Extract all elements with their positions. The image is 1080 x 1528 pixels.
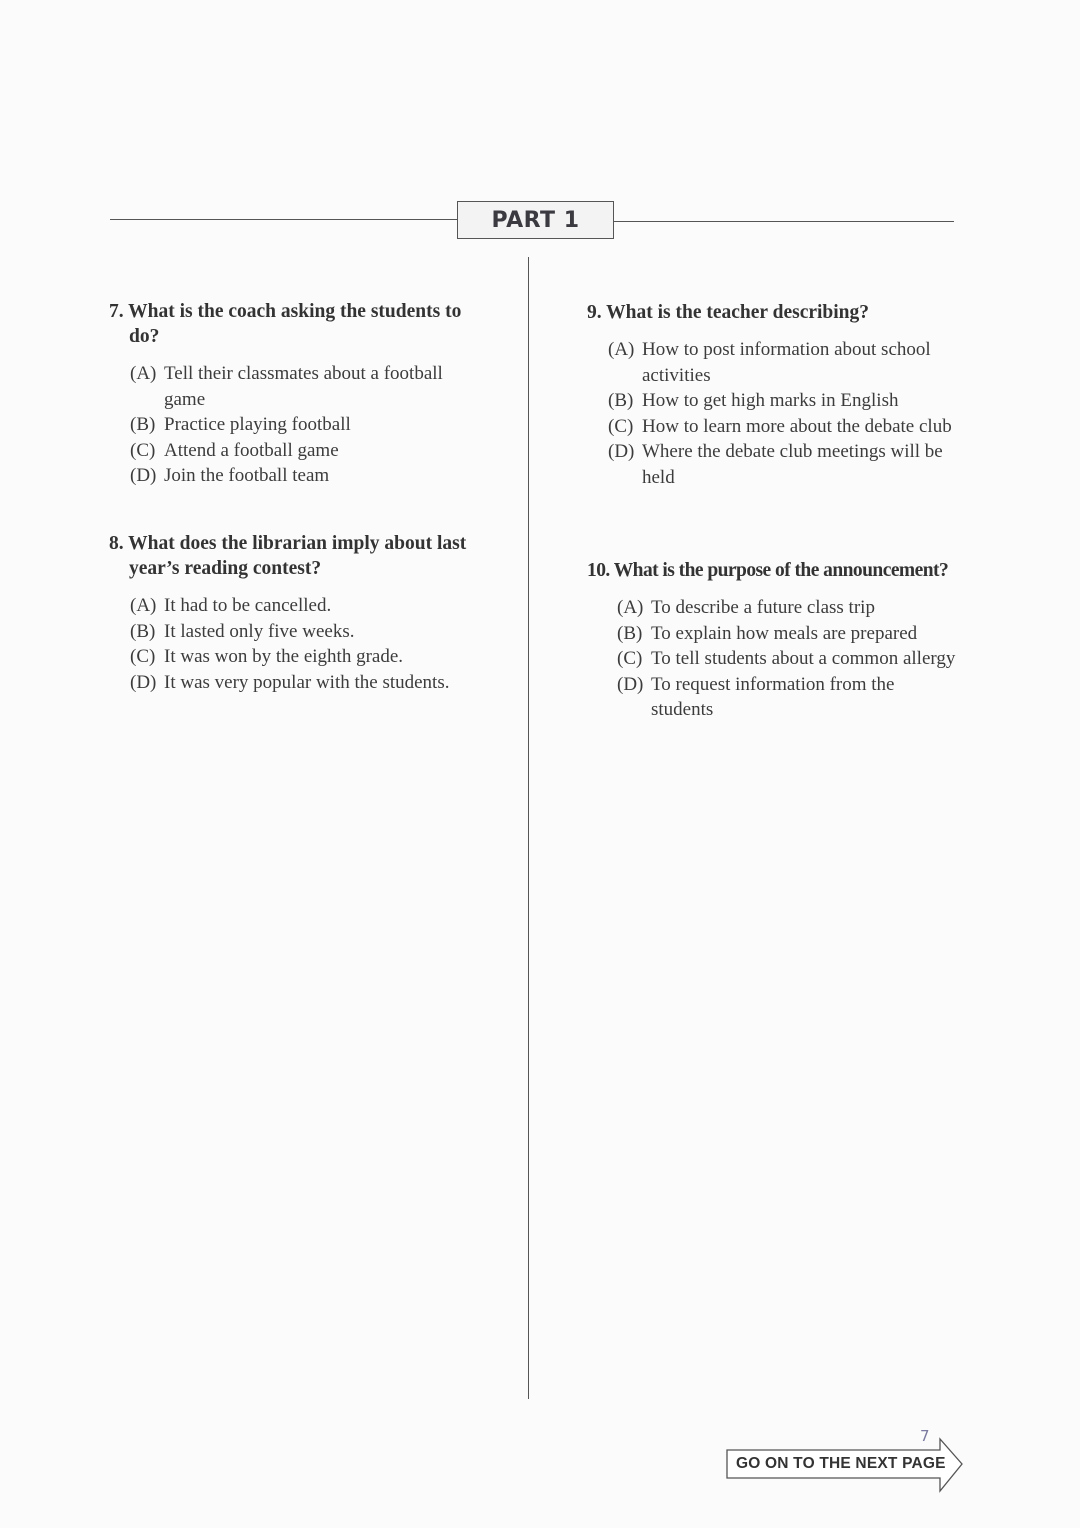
option-text: To explain how meals are prepared — [651, 622, 918, 644]
question-7 — [109, 299, 489, 489]
option-text: To request information from the students — [651, 673, 895, 720]
option-text: It was won by the eighth grade. — [164, 646, 404, 667]
answer-options — [617, 595, 957, 723]
part-title-box — [457, 201, 614, 239]
option-letter: (A) — [608, 339, 635, 360]
next-page-label: GO ON TO THE NEXT PAGE — [736, 1455, 946, 1472]
part-title: PART 1 — [491, 207, 580, 233]
question-9 — [587, 300, 967, 490]
answer-option[interactable] — [130, 593, 480, 619]
question-number: 8. — [109, 533, 124, 554]
question-number: 7. — [109, 301, 124, 322]
answer-option[interactable] — [608, 414, 953, 440]
header-rule-right — [614, 221, 954, 222]
option-letter: (B) — [130, 620, 156, 642]
question-text: What is the teacher describing? — [606, 302, 870, 323]
option-letter: (C) — [608, 415, 634, 437]
option-text: To tell students about a common allergy — [651, 648, 956, 669]
answer-option[interactable] — [617, 595, 957, 621]
option-text: To describe a future class trip — [651, 597, 875, 618]
option-letter: (C) — [130, 439, 156, 461]
option-letter: (B) — [130, 414, 156, 435]
answer-options — [130, 361, 480, 489]
question-text: What is the purpose of the announcement? — [613, 560, 949, 581]
answer-option[interactable] — [608, 337, 953, 388]
answer-option[interactable] — [608, 388, 953, 414]
option-text: It was very popular with the students. — [164, 671, 450, 693]
option-text: Tell their classmates about a football game — [164, 363, 443, 410]
answer-option[interactable] — [130, 412, 480, 438]
page-number: 7 — [920, 1427, 930, 1445]
option-text: It lasted only five weeks. — [164, 620, 355, 642]
question-prompt — [109, 531, 489, 581]
answer-options — [130, 593, 480, 695]
option-text: It had to be cancelled. — [164, 595, 332, 616]
question-text: What does the librarian imply about last year’s reading contest? — [128, 533, 467, 579]
question-number: 10. — [587, 560, 610, 581]
answer-option[interactable] — [130, 438, 480, 464]
answer-option[interactable] — [608, 439, 953, 490]
option-letter: (D) — [130, 465, 157, 486]
option-letter: (C) — [130, 646, 156, 667]
option-letter: (D) — [617, 673, 644, 695]
option-letter: (D) — [130, 671, 157, 693]
question-number: 9. — [587, 302, 602, 323]
answer-options — [608, 337, 953, 490]
answer-option[interactable] — [617, 621, 957, 647]
question-10 — [587, 558, 967, 723]
answer-option[interactable] — [130, 463, 480, 489]
option-text: Join the football team — [164, 465, 330, 486]
question-prompt — [109, 299, 489, 349]
option-text: Practice playing football — [164, 414, 351, 435]
option-text: Attend a football game — [164, 439, 339, 461]
question-prompt — [587, 300, 967, 325]
answer-option[interactable] — [130, 619, 480, 645]
answer-option[interactable] — [130, 361, 480, 412]
option-letter: (A) — [130, 595, 157, 616]
option-text: How to learn more about the debate club — [642, 415, 952, 437]
answer-option[interactable] — [130, 670, 480, 696]
answer-option[interactable] — [617, 672, 957, 723]
option-letter: (A) — [130, 363, 157, 384]
option-text: Where the debate club meetings will be held — [642, 441, 943, 488]
option-letter: (B) — [608, 390, 634, 411]
option-letter: (D) — [608, 441, 635, 462]
option-text: How to get high marks in English — [642, 390, 899, 411]
column-divider — [528, 257, 529, 1399]
option-text: How to post information about school activities — [642, 339, 931, 386]
question-8 — [109, 531, 489, 695]
answer-option[interactable] — [130, 644, 480, 670]
header-rule-left — [110, 219, 458, 220]
option-letter: (C) — [617, 648, 643, 669]
option-letter: (B) — [617, 622, 643, 644]
answer-option[interactable] — [617, 646, 957, 672]
option-letter: (A) — [617, 597, 644, 618]
question-prompt — [587, 558, 967, 583]
question-text: What is the coach asking the students to do? — [128, 301, 462, 347]
